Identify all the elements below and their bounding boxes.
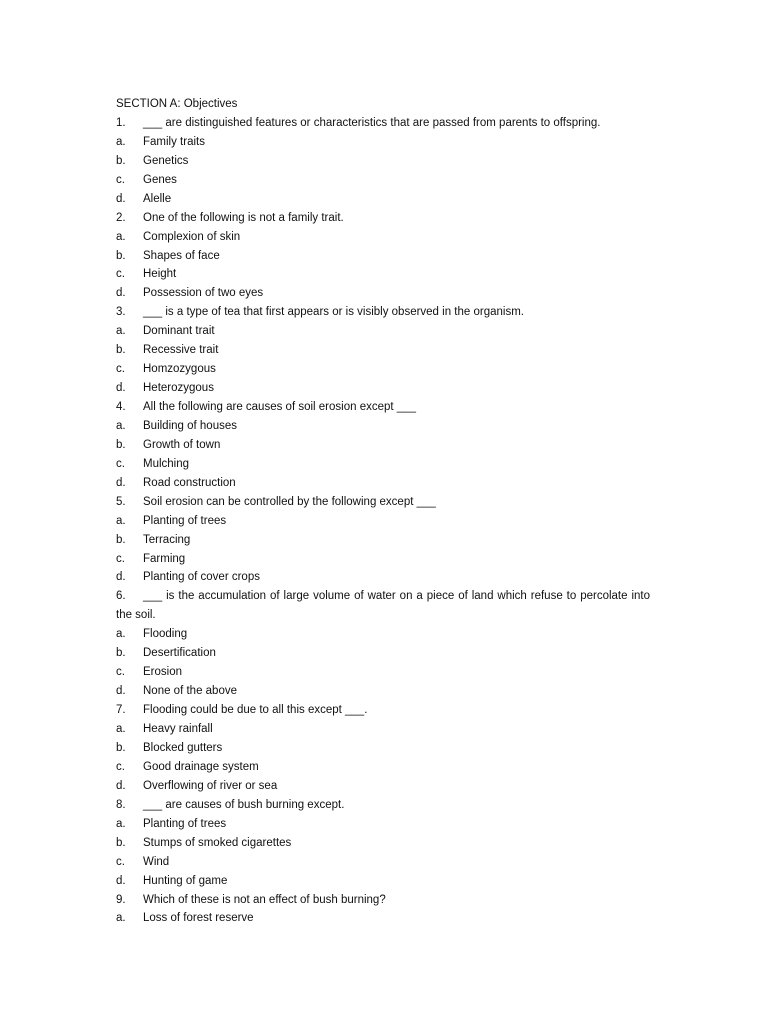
question-number: 6.: [116, 590, 126, 603]
option-item: [116, 758, 650, 777]
option-letter: a.: [116, 135, 126, 148]
question-3: [116, 303, 650, 322]
option-letter: d.: [116, 382, 126, 395]
question-number: 5.: [116, 495, 126, 508]
option-letter: d.: [116, 779, 126, 792]
section-title: [116, 95, 650, 114]
option-item: [116, 682, 650, 701]
option-text: Homzozygous: [143, 363, 216, 376]
option-text: Genes: [143, 173, 177, 186]
option-letter: c.: [116, 173, 125, 186]
option-text: Genetics: [143, 154, 189, 167]
option-text: Blocked gutters: [143, 742, 223, 754]
option-text: Planting of trees: [143, 817, 227, 830]
option-item: [116, 853, 650, 872]
question-text: Flooding could be due to all this except ___.: [143, 704, 368, 717]
option-text: Stumps of smoked cigarettes: [143, 836, 292, 849]
option-item: [116, 663, 650, 682]
option-letter: d.: [116, 685, 126, 698]
option-text: Farming: [143, 552, 186, 565]
question-number: 9.: [116, 893, 126, 906]
question-4: [116, 398, 650, 417]
option-letter: a.: [116, 912, 126, 925]
option-letter: a.: [116, 230, 126, 243]
question-text: ___ is the accumulation of large volume of water on a piece of land which refuse to percolate into the soil.: [116, 590, 650, 622]
option-item: [116, 190, 650, 209]
option-item: [116, 644, 650, 663]
option-letter: a.: [116, 723, 126, 736]
option-item: [116, 417, 650, 436]
question-2: [116, 209, 650, 228]
option-letter: c.: [116, 855, 125, 868]
option-letter: d.: [116, 192, 126, 205]
option-text: Dominant trait: [143, 325, 215, 338]
question-1: [116, 114, 650, 133]
question-text: All the following are causes of soil erosion except ___: [143, 401, 416, 413]
option-item: [116, 247, 650, 266]
option-item: [116, 720, 650, 739]
option-letter: c.: [116, 363, 125, 376]
option-text: Good drainage system: [143, 760, 259, 773]
option-text: Building of houses: [143, 419, 237, 432]
option-item: [116, 436, 650, 455]
option-letter: b.: [116, 742, 126, 754]
option-item: [116, 512, 650, 531]
question-number: 1.: [116, 116, 126, 129]
option-letter: d.: [116, 476, 126, 489]
option-letter: a.: [116, 325, 126, 338]
question-number: 7.: [116, 704, 126, 717]
option-text: Flooding: [143, 628, 188, 641]
option-item: [116, 834, 650, 853]
option-item: [116, 531, 650, 550]
option-letter: c.: [116, 268, 125, 281]
option-text: Hunting of game: [143, 874, 228, 887]
option-item: [116, 133, 650, 152]
question-number: 4.: [116, 401, 126, 413]
option-item: [116, 341, 650, 360]
question-text: One of the following is not a family trait.: [143, 211, 344, 224]
option-letter: d.: [116, 287, 126, 300]
option-text: Mulching: [143, 457, 190, 470]
option-letter: a.: [116, 628, 126, 641]
option-item: [116, 777, 650, 796]
option-item: [116, 568, 650, 587]
option-item: [116, 455, 650, 474]
question-8: [116, 796, 650, 815]
option-item: [116, 550, 650, 569]
question-number: 3.: [116, 306, 126, 319]
question-7: [116, 701, 650, 720]
question-text: ___ are causes of bush burning except.: [143, 798, 345, 811]
option-item: [116, 228, 650, 247]
option-item: [116, 171, 650, 190]
option-item: [116, 284, 650, 303]
questions-container: [116, 114, 650, 928]
option-item: [116, 322, 650, 341]
option-letter: c.: [116, 457, 125, 470]
option-letter: a.: [116, 514, 126, 527]
option-text: Family traits: [143, 135, 205, 148]
option-letter: d.: [116, 874, 126, 887]
option-letter: a.: [116, 817, 126, 830]
option-item: [116, 909, 650, 928]
option-item: [116, 872, 650, 891]
question-list: [116, 95, 650, 928]
option-text: Desertification: [143, 647, 216, 660]
question-9: [116, 891, 650, 910]
option-letter: b.: [116, 533, 126, 546]
option-text: Heavy rainfall: [143, 723, 213, 736]
question-text: Soil erosion can be controlled by the following except ___: [143, 495, 436, 508]
option-text: Planting of trees: [143, 514, 227, 527]
option-letter: b.: [116, 836, 126, 849]
question-text: Which of these is not an effect of bush burning?: [143, 893, 386, 906]
question-text: ___ are distinguished features or characteristics that are passed from parents to offspring.: [143, 116, 601, 129]
option-item: [116, 360, 650, 379]
option-item: [116, 379, 650, 398]
option-letter: b.: [116, 647, 126, 660]
option-text: Terracing: [143, 533, 191, 546]
option-item: [116, 815, 650, 834]
option-text: Erosion: [143, 666, 182, 679]
option-letter: d.: [116, 571, 126, 584]
option-letter: c.: [116, 552, 125, 565]
option-text: Recessive trait: [143, 344, 219, 357]
option-letter: b.: [116, 249, 126, 262]
option-text: Shapes of face: [143, 249, 220, 262]
option-text: Alelle: [143, 192, 172, 205]
option-text: None of the above: [143, 685, 237, 698]
question-number: 8.: [116, 798, 126, 811]
option-item: [116, 152, 650, 171]
question-number: 2.: [116, 211, 126, 224]
option-text: Planting of cover crops: [143, 571, 260, 584]
option-text: Wind: [143, 855, 170, 868]
question-6: [116, 587, 650, 625]
option-text: Road construction: [143, 476, 236, 489]
option-text: Complexion of skin: [143, 230, 241, 243]
option-letter: b.: [116, 344, 126, 357]
option-letter: b.: [116, 438, 126, 451]
option-text: Overflowing of river or sea: [143, 779, 278, 792]
question-text: ___ is a type of tea that first appears or is visibly observed in the organism.: [143, 306, 524, 319]
option-item: [116, 265, 650, 284]
question-5: [116, 493, 650, 512]
option-letter: b.: [116, 154, 126, 167]
option-text: Heterozygous: [143, 382, 214, 395]
option-letter: c.: [116, 760, 125, 773]
section-title-text: SECTION A: Objectives: [116, 98, 238, 110]
option-text: Loss of forest reserve: [143, 912, 254, 925]
option-item: [116, 739, 650, 758]
option-text: Height: [143, 268, 177, 281]
option-text: Growth of town: [143, 438, 221, 451]
option-item: [116, 625, 650, 644]
option-letter: a.: [116, 419, 126, 432]
option-letter: c.: [116, 666, 125, 679]
option-item: [116, 474, 650, 493]
option-text: Possession of two eyes: [143, 287, 264, 300]
